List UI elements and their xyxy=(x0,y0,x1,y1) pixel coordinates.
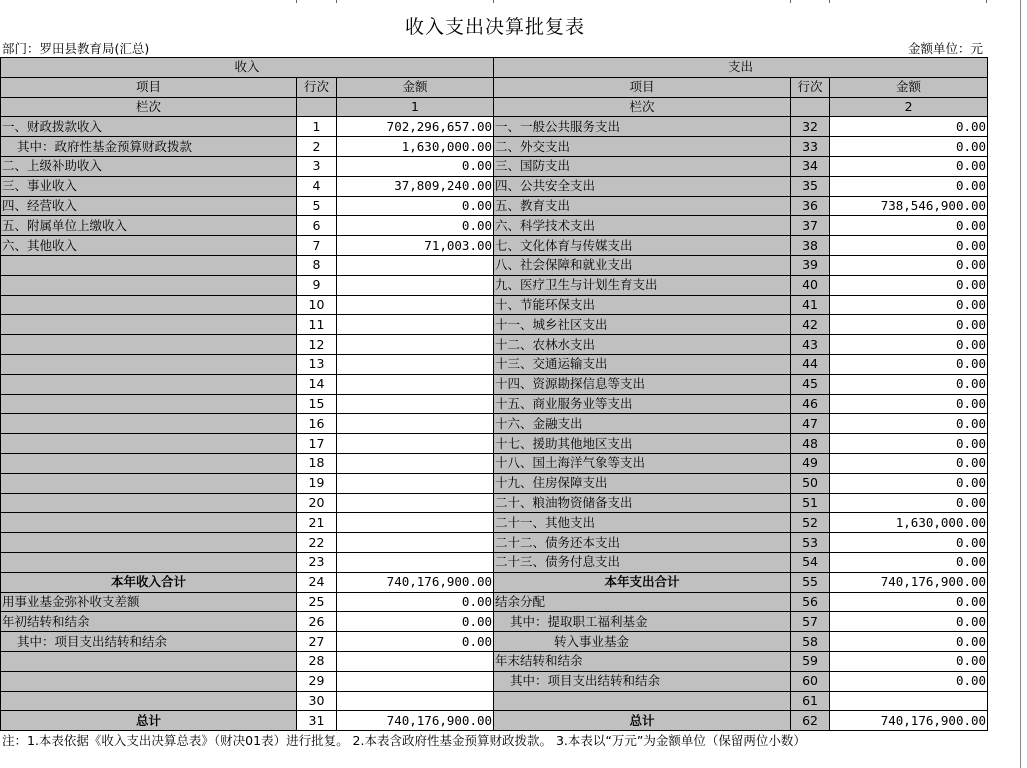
table-row xyxy=(1,295,988,315)
expense-line-number: 37 xyxy=(791,216,830,236)
table-row xyxy=(1,394,988,414)
expense-item: 十二、农林水支出 xyxy=(494,335,791,355)
income-amount xyxy=(337,671,494,691)
expense-amount: 0.00 xyxy=(830,434,988,454)
income-amount: 71,003.00 xyxy=(337,236,494,256)
income-item: 四、经营收入 xyxy=(1,196,297,216)
expense-item: 年末结转和结余 xyxy=(494,651,791,671)
expense-item: 十、节能环保支出 xyxy=(494,295,791,315)
expense-amount: 0.00 xyxy=(830,156,988,176)
income-line-number: 12 xyxy=(297,335,337,355)
expense-amount: 0.00 xyxy=(830,176,988,196)
income-amount: 0.00 xyxy=(337,632,494,652)
expense-item: 二、外交支出 xyxy=(494,137,791,157)
expense-item: 十九、住房保障支出 xyxy=(494,473,791,493)
table-row xyxy=(1,117,988,137)
expense-amount: 0.00 xyxy=(830,315,988,335)
income-line-number: 9 xyxy=(297,275,337,295)
expense-amount: 0.00 xyxy=(830,216,988,236)
income-amount xyxy=(337,691,494,711)
expense-line-number: 33 xyxy=(791,137,830,157)
income-item: 总计 xyxy=(1,711,297,731)
income-amount: 740,176,900.00 xyxy=(337,711,494,731)
income-item xyxy=(1,651,297,671)
income-item xyxy=(1,671,297,691)
table-row xyxy=(1,354,988,374)
expense-line-number: 40 xyxy=(791,275,830,295)
income-line-number: 30 xyxy=(297,691,337,711)
income-line-number: 19 xyxy=(297,473,337,493)
expense-amount: 0.00 xyxy=(830,592,988,612)
table-row xyxy=(1,671,988,691)
income-item: 二、上级补助收入 xyxy=(1,156,297,176)
table-row xyxy=(1,513,988,533)
expense-line-number: 59 xyxy=(791,651,830,671)
income-item xyxy=(1,335,297,355)
expense-column-number: 2 xyxy=(830,97,988,117)
income-item xyxy=(1,493,297,513)
income-amount xyxy=(337,374,494,394)
income-amount xyxy=(337,255,494,275)
income-amount: 0.00 xyxy=(337,156,494,176)
table-row xyxy=(1,493,988,513)
income-item xyxy=(1,691,297,711)
expense-amount: 0.00 xyxy=(830,651,988,671)
expense-amount: 0.00 xyxy=(830,137,988,157)
income-line-number: 14 xyxy=(297,374,337,394)
expense-line-number: 51 xyxy=(791,493,830,513)
expense-item: 二十二、债务还本支出 xyxy=(494,533,791,553)
table-row xyxy=(1,651,988,671)
income-amount xyxy=(337,275,494,295)
income-amount: 37,809,240.00 xyxy=(337,176,494,196)
table-row xyxy=(1,414,988,434)
expense-amount xyxy=(830,691,988,711)
income-item: 一、财政拨款收入 xyxy=(1,117,297,137)
expense-item: 七、文化体育与传媒支出 xyxy=(494,236,791,256)
table-row xyxy=(1,434,988,454)
expense-line-number: 49 xyxy=(791,453,830,473)
expense-item: 其中：项目支出结转和结余 xyxy=(494,671,791,691)
expense-amount: 738,546,900.00 xyxy=(830,196,988,216)
income-line-number: 3 xyxy=(297,156,337,176)
expense-item: 二十三、债务付息支出 xyxy=(494,552,791,572)
expense-line-header: 行次 xyxy=(791,77,830,97)
expense-line-number: 48 xyxy=(791,434,830,454)
income-amount xyxy=(337,295,494,315)
income-line-number: 21 xyxy=(297,513,337,533)
income-amount: 0.00 xyxy=(337,196,494,216)
expense-item: 一、一般公共服务支出 xyxy=(494,117,791,137)
expense-line-number: 55 xyxy=(791,572,830,592)
table-row xyxy=(1,453,988,473)
table-row xyxy=(1,176,988,196)
income-column-label: 栏次 xyxy=(1,97,297,117)
expense-header: 支出 xyxy=(494,58,988,78)
income-line-number: 18 xyxy=(297,453,337,473)
table-row xyxy=(1,552,988,572)
income-item: 其中：政府性基金预算财政拨款 xyxy=(1,137,297,157)
expense-item: 十七、援助其他地区支出 xyxy=(494,434,791,454)
expense-amount: 0.00 xyxy=(830,552,988,572)
income-line-number: 17 xyxy=(297,434,337,454)
income-item: 其中：项目支出结转和结余 xyxy=(1,632,297,652)
expense-line-number: 54 xyxy=(791,552,830,572)
expense-amount: 0.00 xyxy=(830,374,988,394)
income-amount-header: 金额 xyxy=(337,77,494,97)
income-amount: 702,296,657.00 xyxy=(337,117,494,137)
income-item xyxy=(1,394,297,414)
income-line-number: 13 xyxy=(297,354,337,374)
income-line-header: 行次 xyxy=(297,77,337,97)
expense-line-number: 53 xyxy=(791,533,830,553)
income-amount xyxy=(337,513,494,533)
expense-item: 十五、商业服务业等支出 xyxy=(494,394,791,414)
expense-amount: 0.00 xyxy=(830,533,988,553)
income-item-header: 项目 xyxy=(1,77,297,97)
expense-column-label: 栏次 xyxy=(494,97,791,117)
table-row xyxy=(1,612,988,632)
expense-amount: 0.00 xyxy=(830,236,988,256)
expense-item: 其中：提取职工福利基金 xyxy=(494,612,791,632)
expense-line-number: 36 xyxy=(791,196,830,216)
income-amount xyxy=(337,354,494,374)
income-amount xyxy=(337,453,494,473)
expense-item: 十一、城乡社区支出 xyxy=(494,315,791,335)
income-line-number: 10 xyxy=(297,295,337,315)
expense-line-number: 35 xyxy=(791,176,830,196)
income-item xyxy=(1,374,297,394)
income-line-number: 20 xyxy=(297,493,337,513)
table-row xyxy=(1,216,988,236)
expense-item: 本年支出合计 xyxy=(494,572,791,592)
income-amount xyxy=(337,651,494,671)
expense-amount: 0.00 xyxy=(830,295,988,315)
income-line-number: 11 xyxy=(297,315,337,335)
expense-item: 五、教育支出 xyxy=(494,196,791,216)
expense-amount: 0.00 xyxy=(830,473,988,493)
expense-line-number: 60 xyxy=(791,671,830,691)
expense-item xyxy=(494,691,791,711)
income-item xyxy=(1,513,297,533)
column-header-row xyxy=(1,77,988,97)
top-border-ticks xyxy=(0,0,1027,3)
expense-line-number: 47 xyxy=(791,414,830,434)
income-item: 用事业基金弥补收支差额 xyxy=(1,592,297,612)
expense-line-number: 41 xyxy=(791,295,830,315)
income-item xyxy=(1,255,297,275)
expense-line-number: 34 xyxy=(791,156,830,176)
income-amount: 740,176,900.00 xyxy=(337,572,494,592)
income-item xyxy=(1,414,297,434)
expense-line-number: 38 xyxy=(791,236,830,256)
expense-amount: 1,630,000.00 xyxy=(830,513,988,533)
income-amount xyxy=(337,394,494,414)
expense-line-number: 44 xyxy=(791,354,830,374)
department-label: 部门：罗田县教育局(汇总) xyxy=(2,41,150,56)
table-row xyxy=(1,335,988,355)
income-item: 年初结转和结余 xyxy=(1,612,297,632)
income-amount xyxy=(337,434,494,454)
income-header: 收入 xyxy=(1,58,494,78)
table-row xyxy=(1,156,988,176)
income-amount xyxy=(337,493,494,513)
income-line-number: 2 xyxy=(297,137,337,157)
expense-line-number: 56 xyxy=(791,592,830,612)
income-amount xyxy=(337,335,494,355)
income-item xyxy=(1,453,297,473)
expense-line-number: 57 xyxy=(791,612,830,632)
income-amount: 0.00 xyxy=(337,216,494,236)
income-amount xyxy=(337,315,494,335)
expense-item: 总计 xyxy=(494,711,791,731)
expense-item: 四、公共安全支出 xyxy=(494,176,791,196)
expense-line-number: 52 xyxy=(791,513,830,533)
income-item: 五、附属单位上缴收入 xyxy=(1,216,297,236)
income-column-number: 1 xyxy=(337,97,494,117)
table-row xyxy=(1,275,988,295)
table-row xyxy=(1,473,988,493)
expense-amount: 740,176,900.00 xyxy=(830,711,988,731)
expense-item: 十四、资源勘探信息等支出 xyxy=(494,374,791,394)
income-item xyxy=(1,315,297,335)
table-row xyxy=(1,711,988,731)
expense-item: 十八、国土海洋气象等支出 xyxy=(494,453,791,473)
expense-amount: 0.00 xyxy=(830,612,988,632)
income-amount: 0.00 xyxy=(337,612,494,632)
expense-line-number: 39 xyxy=(791,255,830,275)
expense-line-number: 62 xyxy=(791,711,830,731)
income-amount xyxy=(337,473,494,493)
income-item: 本年收入合计 xyxy=(1,572,297,592)
table-row xyxy=(1,196,988,216)
expense-item: 八、社会保障和就业支出 xyxy=(494,255,791,275)
expense-amount: 0.00 xyxy=(830,354,988,374)
expense-item: 六、科学技术支出 xyxy=(494,216,791,236)
expense-item: 十六、金融支出 xyxy=(494,414,791,434)
income-line-number: 26 xyxy=(297,612,337,632)
income-line-number: 4 xyxy=(297,176,337,196)
table-row xyxy=(1,236,988,256)
income-line-number: 22 xyxy=(297,533,337,553)
income-item xyxy=(1,354,297,374)
expense-line-number: 42 xyxy=(791,315,830,335)
expense-line-number: 61 xyxy=(791,691,830,711)
income-line-number: 1 xyxy=(297,117,337,137)
expense-item: 结余分配 xyxy=(494,592,791,612)
income-item xyxy=(1,533,297,553)
expense-item: 十三、交通运输支出 xyxy=(494,354,791,374)
expense-line-number: 50 xyxy=(791,473,830,493)
expense-amount: 0.00 xyxy=(830,493,988,513)
income-expense-table xyxy=(0,57,988,731)
income-item xyxy=(1,434,297,454)
expense-amount: 0.00 xyxy=(830,453,988,473)
expense-amount: 0.00 xyxy=(830,335,988,355)
income-line-number: 7 xyxy=(297,236,337,256)
expense-item: 二十一、其他支出 xyxy=(494,513,791,533)
table-row xyxy=(1,137,988,157)
expense-amount: 0.00 xyxy=(830,414,988,434)
section-header-row xyxy=(1,58,988,78)
income-line-number: 31 xyxy=(297,711,337,731)
expense-amount: 0.00 xyxy=(830,394,988,414)
expense-item-header: 项目 xyxy=(494,77,791,97)
income-amount xyxy=(337,533,494,553)
income-item xyxy=(1,295,297,315)
expense-column-blank xyxy=(791,97,830,117)
income-item xyxy=(1,473,297,493)
table-row xyxy=(1,592,988,612)
income-line-number: 28 xyxy=(297,651,337,671)
expense-amount: 740,176,900.00 xyxy=(830,572,988,592)
table-row xyxy=(1,533,988,553)
income-line-number: 29 xyxy=(297,671,337,691)
table-row xyxy=(1,632,988,652)
expense-amount-header: 金额 xyxy=(830,77,988,97)
expense-line-number: 43 xyxy=(791,335,830,355)
income-item: 六、其他收入 xyxy=(1,236,297,256)
sheet-edge xyxy=(1020,0,1021,768)
table-row xyxy=(1,315,988,335)
expense-line-number: 46 xyxy=(791,394,830,414)
income-amount xyxy=(337,552,494,572)
income-item xyxy=(1,552,297,572)
table-row xyxy=(1,374,988,394)
expense-item: 转入事业基金 xyxy=(494,632,791,652)
income-amount xyxy=(337,414,494,434)
income-line-number: 15 xyxy=(297,394,337,414)
income-line-number: 25 xyxy=(297,592,337,612)
income-item xyxy=(1,275,297,295)
income-line-number: 24 xyxy=(297,572,337,592)
amount-unit-label: 金额单位：元 xyxy=(907,41,983,56)
income-item: 三、事业收入 xyxy=(1,176,297,196)
income-line-number: 27 xyxy=(297,632,337,652)
income-line-number: 8 xyxy=(297,255,337,275)
table-row xyxy=(1,255,988,275)
expense-line-number: 32 xyxy=(791,117,830,137)
expense-line-number: 58 xyxy=(791,632,830,652)
expense-line-number: 45 xyxy=(791,374,830,394)
income-amount: 1,630,000.00 xyxy=(337,137,494,157)
table-row xyxy=(1,691,988,711)
column-index-row xyxy=(1,97,988,117)
expense-amount: 0.00 xyxy=(830,117,988,137)
income-line-number: 16 xyxy=(297,414,337,434)
income-column-blank xyxy=(297,97,337,117)
income-line-number: 5 xyxy=(297,196,337,216)
expense-amount: 0.00 xyxy=(830,671,988,691)
income-line-number: 23 xyxy=(297,552,337,572)
expense-item: 三、国防支出 xyxy=(494,156,791,176)
table-row xyxy=(1,572,988,592)
footnote: 注：1.本表依据《收入支出决算总表》（财决01表）进行批复。 2.本表含政府性基金预算财政拨款。 3.本表以“万元”为金额单位（保留两位小数） xyxy=(2,733,806,748)
expense-amount: 0.00 xyxy=(830,255,988,275)
expense-amount: 0.00 xyxy=(830,632,988,652)
expense-item: 九、医疗卫生与计划生育支出 xyxy=(494,275,791,295)
report-title: 收入支出决算批复表 xyxy=(404,16,585,38)
expense-amount: 0.00 xyxy=(830,275,988,295)
expense-item: 二十、粮油物资储备支出 xyxy=(494,493,791,513)
income-amount: 0.00 xyxy=(337,592,494,612)
income-line-number: 6 xyxy=(297,216,337,236)
